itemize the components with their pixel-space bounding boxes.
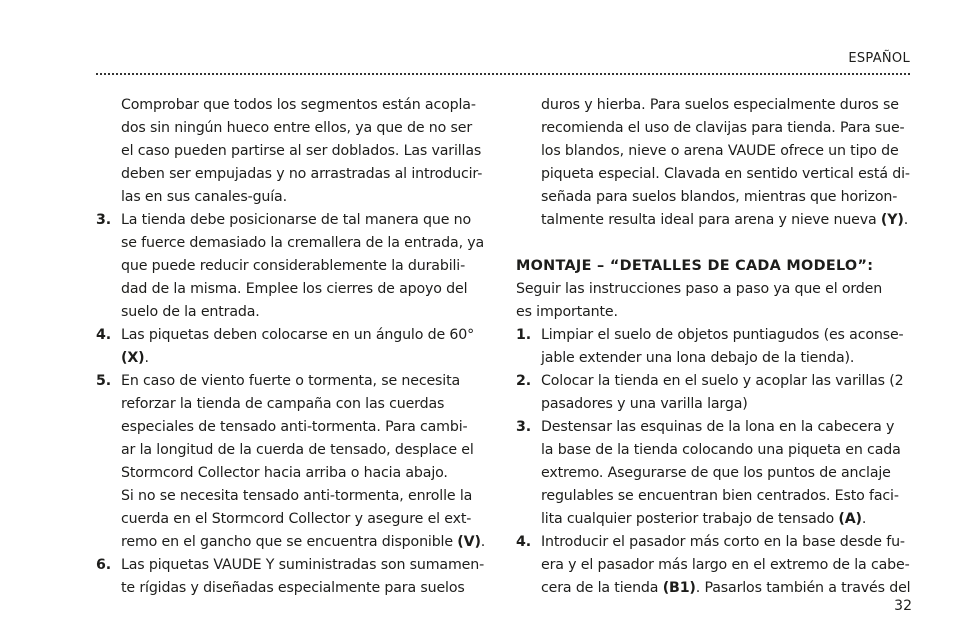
right-column bbox=[516, 94, 912, 600]
text-line: piqueta especial. Clavada en sentido vertical está di- bbox=[541, 166, 910, 182]
text-line: suelo de la entrada. bbox=[121, 304, 260, 320]
text-line: Limpiar el suelo de objetos puntiagudos (es aconse- bbox=[541, 327, 904, 343]
text-line: señada para suelos blandos, mientras que horizon- bbox=[541, 189, 898, 205]
text-line: las en sus canales-guía. bbox=[121, 189, 287, 205]
line-text: talmente resulta ideal para arena y nieve nueva bbox=[541, 212, 881, 228]
page-number: 32 bbox=[894, 598, 912, 614]
figure-reference: (Y) bbox=[880, 212, 904, 228]
text-line: Comprobar que todos los segmentos están acopla- bbox=[121, 97, 476, 113]
text-line: dos sin ningún hueco entre ellos, ya que de no ser bbox=[121, 120, 473, 136]
figure-reference: (B1) bbox=[662, 580, 696, 596]
step-item-3 bbox=[516, 416, 912, 531]
text-line: Destensar las esquinas de la lona en la cabecera y bbox=[541, 419, 895, 435]
line-text: . Pasarlos también a través del bbox=[695, 580, 911, 596]
text-line bbox=[541, 577, 912, 600]
text-line: Colocar la tienda en el suelo y acoplar las varillas (2 bbox=[541, 373, 904, 389]
step-item-2 bbox=[516, 370, 912, 416]
text-line: que puede reducir considerablemente la durabili- bbox=[121, 258, 466, 274]
text-line: regulables se encuentran bien centrados. Esto faci- bbox=[541, 488, 899, 504]
step-item-1 bbox=[516, 324, 912, 370]
list-item-6 bbox=[96, 554, 490, 600]
section-heading: MONTAJE – “DETALLES DE CADA MODELO”: bbox=[516, 258, 874, 274]
header-language-label: ESPAÑOL bbox=[848, 51, 910, 66]
punctuation: . bbox=[903, 212, 909, 228]
list-number: 2. bbox=[516, 373, 531, 389]
intro-paragraph bbox=[96, 94, 490, 209]
text-line: dad de la misma. Emplee los cierres de apoyo del bbox=[121, 281, 468, 297]
text-line bbox=[121, 531, 490, 554]
list-number: 3. bbox=[516, 419, 531, 435]
list-number: 4. bbox=[96, 327, 111, 343]
text-line: Introducir el pasador más corto en la base desde fu- bbox=[541, 534, 905, 550]
figure-reference: (X) bbox=[121, 350, 145, 366]
header-dotted-rule bbox=[96, 73, 910, 75]
text-line: se fuerce demasiado la cremallera de la entrada, ya bbox=[121, 235, 485, 251]
list-number: 6. bbox=[96, 557, 111, 573]
continuation-paragraph bbox=[516, 94, 912, 232]
text-line: duros y hierba. Para suelos especialmente duros se bbox=[541, 97, 899, 113]
paragraph-spacer bbox=[516, 232, 912, 255]
list-number: 4. bbox=[516, 534, 531, 550]
list-number: 1. bbox=[516, 327, 531, 343]
list-item-5 bbox=[96, 370, 490, 554]
punctuation: . bbox=[861, 511, 867, 527]
text-line: Seguir las instrucciones paso a paso ya que el orden bbox=[516, 281, 883, 297]
step-item-4 bbox=[516, 531, 912, 600]
list-item-4 bbox=[96, 324, 490, 370]
list-number: 3. bbox=[96, 212, 111, 228]
text-line: pasadores y una varilla larga) bbox=[541, 396, 748, 412]
list-number: 5. bbox=[96, 373, 111, 389]
figure-reference: (A) bbox=[838, 511, 862, 527]
text-line: los blandos, nieve o arena VAUDE ofrece un tipo de bbox=[541, 143, 899, 159]
text-line: reforzar la tienda de campaña con las cuerdas bbox=[121, 396, 445, 412]
text-line: En caso de viento fuerte o tormenta, se necesita bbox=[121, 373, 461, 389]
punctuation: . bbox=[480, 534, 486, 550]
text-line: recomienda el uso de clavijas para tienda. Para sue- bbox=[541, 120, 905, 136]
text-line: era y el pasador más largo en el extremo de la cabe- bbox=[541, 557, 910, 573]
text-line: la base de la tienda colocando una piqueta en cada bbox=[541, 442, 901, 458]
text-line: el caso pueden partirse al ser doblados. Las varillas bbox=[121, 143, 482, 159]
text-line: Si no se necesita tensado anti-tormenta, enrolle la bbox=[121, 488, 473, 504]
list-item-3 bbox=[96, 209, 490, 324]
text-line: Las piquetas VAUDE Y suministradas son sumamen- bbox=[121, 557, 485, 573]
text-line: es importante. bbox=[516, 304, 618, 320]
text-line: jable extender una lona debajo de la tienda). bbox=[541, 350, 855, 366]
text-line: especiales de tensado anti-tormenta. Para cambi- bbox=[121, 419, 468, 435]
line-text: remo en el gancho que se encuentra disponible bbox=[121, 534, 458, 550]
text-line: La tienda debe posicionarse de tal manera que no bbox=[121, 212, 472, 228]
left-column bbox=[96, 94, 490, 600]
text-line bbox=[541, 209, 912, 232]
line-text: lita cualquier posterior trabajo de tensado bbox=[541, 511, 839, 527]
text-line: ar la longitud de la cuerda de tensado, desplace el bbox=[121, 442, 474, 458]
text-line: te rígidas y diseñadas especialmente para suelos bbox=[121, 580, 465, 596]
text-line: cuerda en el Stormcord Collector y asegure el ext- bbox=[121, 511, 472, 527]
text-line: Stormcord Collector hacia arriba o hacia abajo. bbox=[121, 465, 448, 481]
text-line bbox=[541, 508, 912, 531]
figure-reference: (V) bbox=[457, 534, 481, 550]
line-text: cera de la tienda bbox=[541, 580, 663, 596]
section-intro bbox=[516, 278, 912, 324]
punctuation: . bbox=[144, 350, 149, 366]
text-line bbox=[121, 347, 490, 370]
text-line: Las piquetas deben colocarse en un ángulo de 60° bbox=[121, 327, 475, 343]
text-line: deben ser empujadas y no arrastradas al introducir- bbox=[121, 166, 483, 182]
text-line: extremo. Asegurarse de que los puntos de anclaje bbox=[541, 465, 891, 481]
